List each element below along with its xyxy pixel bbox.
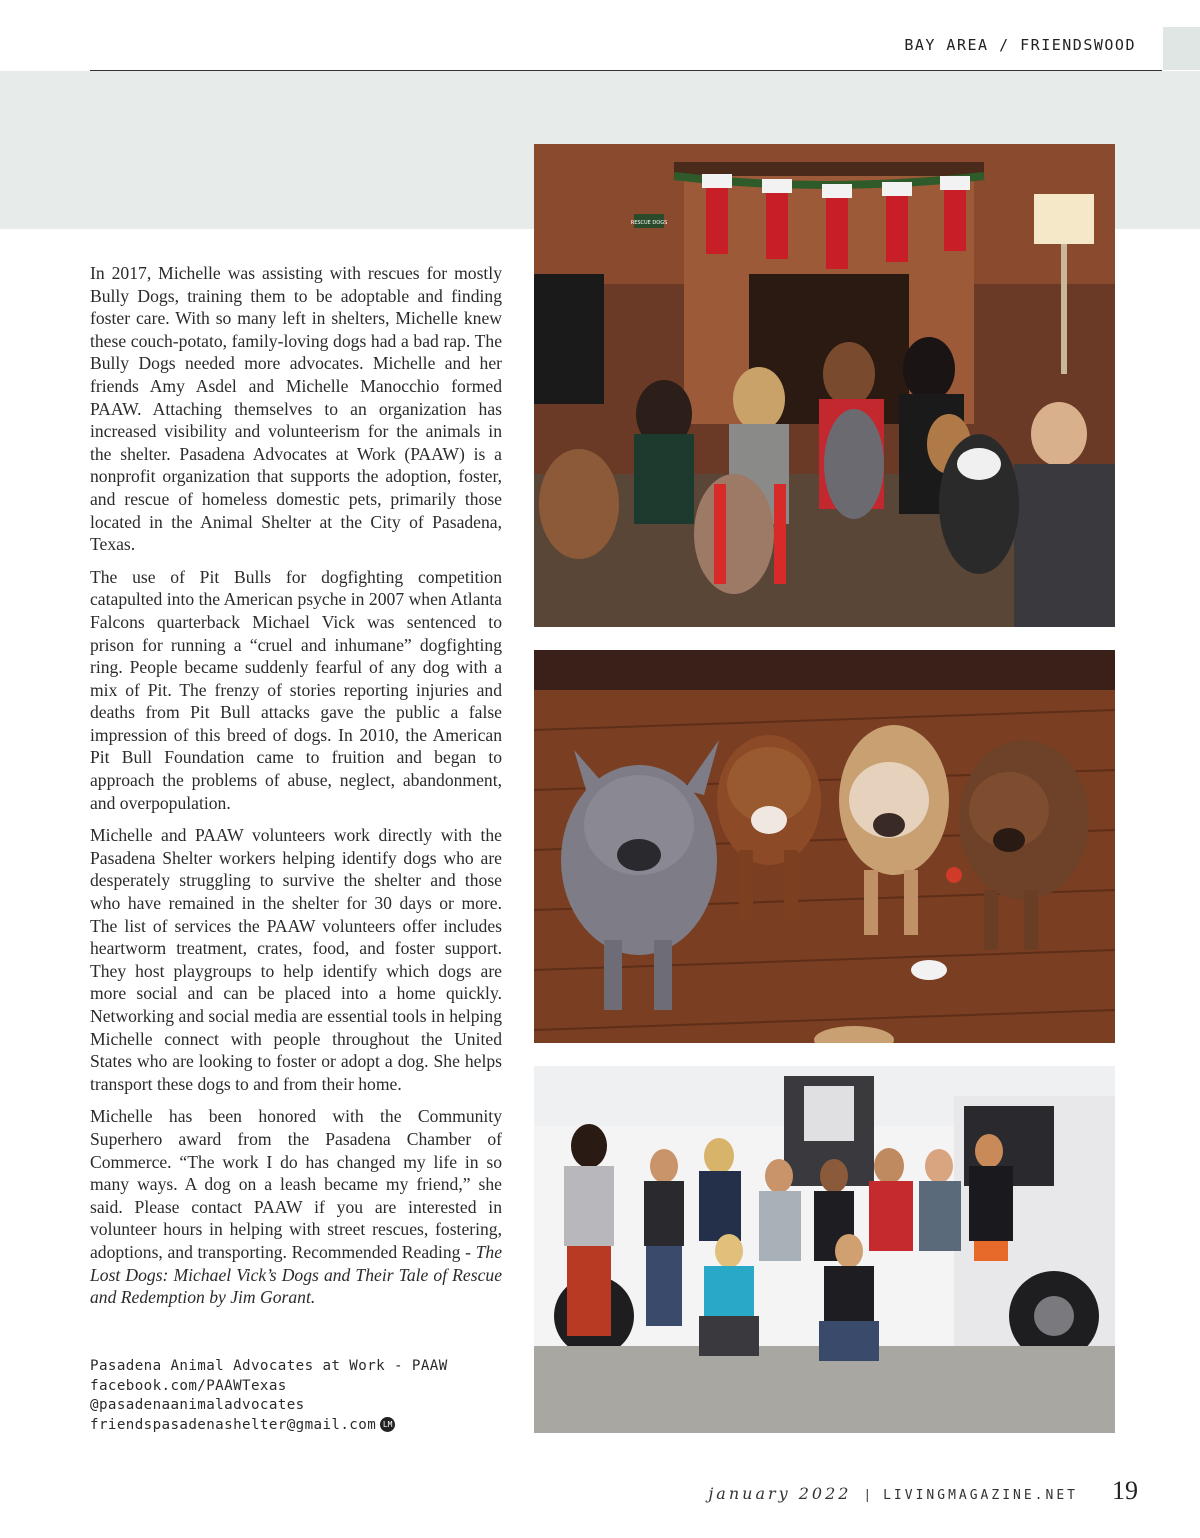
contact-facebook[interactable]: facebook.com/PAAWTexas xyxy=(90,1377,287,1394)
footer-separator: | xyxy=(865,1486,870,1502)
rescue-dogs-sign: RESCUE DOGS xyxy=(630,220,668,226)
article-paragraph-1: In 2017, Michelle was assisting with rescues for mostly Bully Dogs, training them to be adoptable and finding foster care. With so many left in shelters, Michelle knew these couch-potato, family-loving dogs had a bad rap. The Bully Dogs needed more advocates. Michelle and her friends Amy Asdel and Michelle Manocchio formed PAAW. Attaching themselves to an organization has increased visibility and volunteerism for the animals in the shelter. Pasadena Advocates at Work (PAAW) is a nonprofit organization that supports the adoption, foster, and rescue of homeless domestic pets, primarily those located in the Animal Shelter at the City of Pasadena, Texas. xyxy=(90,263,502,555)
page-number: 19 xyxy=(1112,1476,1138,1505)
photo-fireplace-group-image xyxy=(534,144,1115,627)
article-paragraph-2: The use of Pit Bulls for dogfighting competition catapulted into the American psyche in 2007 when Atlanta Falcons quarterback Michael Vick was sentenced to prison for running a “cruel and inhumane” dogfighting ring. People became suddenly fearful of any dog with a mix of Pit. The frenzy of stories reporting injuries and deaths from Pit Bull attacks gave the public a false impression of this breed of dogs. In 2010, the American Pit Bull Foundation came to fruition and began to approach the problems of abuse, neglect, abandonment, and overpopulation. xyxy=(90,566,502,813)
contact-email[interactable]: friendspasadenashelter@gmail.com xyxy=(90,1416,377,1433)
article-body xyxy=(90,262,502,1319)
contact-block xyxy=(90,1357,510,1435)
footer-site[interactable]: LIVINGMAGAZINE.NET xyxy=(883,1488,1078,1503)
photo-four-dogs-image xyxy=(534,650,1115,1043)
article-paragraph-4 xyxy=(90,1105,502,1308)
header-tab xyxy=(1163,27,1200,70)
footer-issue: january 2022 xyxy=(708,1484,852,1503)
header-rule xyxy=(90,70,1162,71)
section-label: BAY AREA / FRIENDSWOOD xyxy=(904,36,1136,54)
article-paragraph-4-text: Michelle has been honored with the Community Superhero award from the Pasadena Chamber of Commerce. “The work I do has changed my life in so many ways. A dog on a leash became my friend,” she said. Please contact PAAW if you are interested in volunteer hours in helping with street rescues, fostering, adoptions, and transporting. Recommended Reading - xyxy=(90,1106,502,1262)
photo-fireplace-group xyxy=(534,144,1115,627)
contact-handle[interactable]: @pasadenaanimaladvocates xyxy=(90,1397,305,1413)
page-footer xyxy=(708,1476,1138,1506)
end-mark-icon: LM xyxy=(380,1417,395,1432)
photo-four-dogs xyxy=(534,650,1115,1043)
photo-volunteers-van-image xyxy=(534,1066,1115,1433)
contact-email-line xyxy=(90,1416,510,1436)
article-paragraph-3: Michelle and PAAW volunteers work directly with the Pasadena Shelter workers helping identify dogs who are desperately struggling to survive the shelter and those who have remained in the shelter for 30 days or more. The list of services the PAAW volunteers offer includes heartworm treatment, crates, food, and foster support. They host playgroups to help identify which dogs are more social and can be placed into a home quickly. Networking and social media are essential tools in helping Michelle connect with people throughout the United States who are looking to foster or adopt a dog. She helps transport these dogs to and from their home. xyxy=(90,825,502,1094)
photo-volunteers-van xyxy=(534,1066,1115,1433)
book-title: The Lost Dogs: Michael Vick’s Dogs and Their Tale of Rescue and Redemption by Jim Gorant. xyxy=(90,1241,502,1308)
contact-org: Pasadena Animal Advocates at Work - PAAW xyxy=(90,1358,448,1374)
